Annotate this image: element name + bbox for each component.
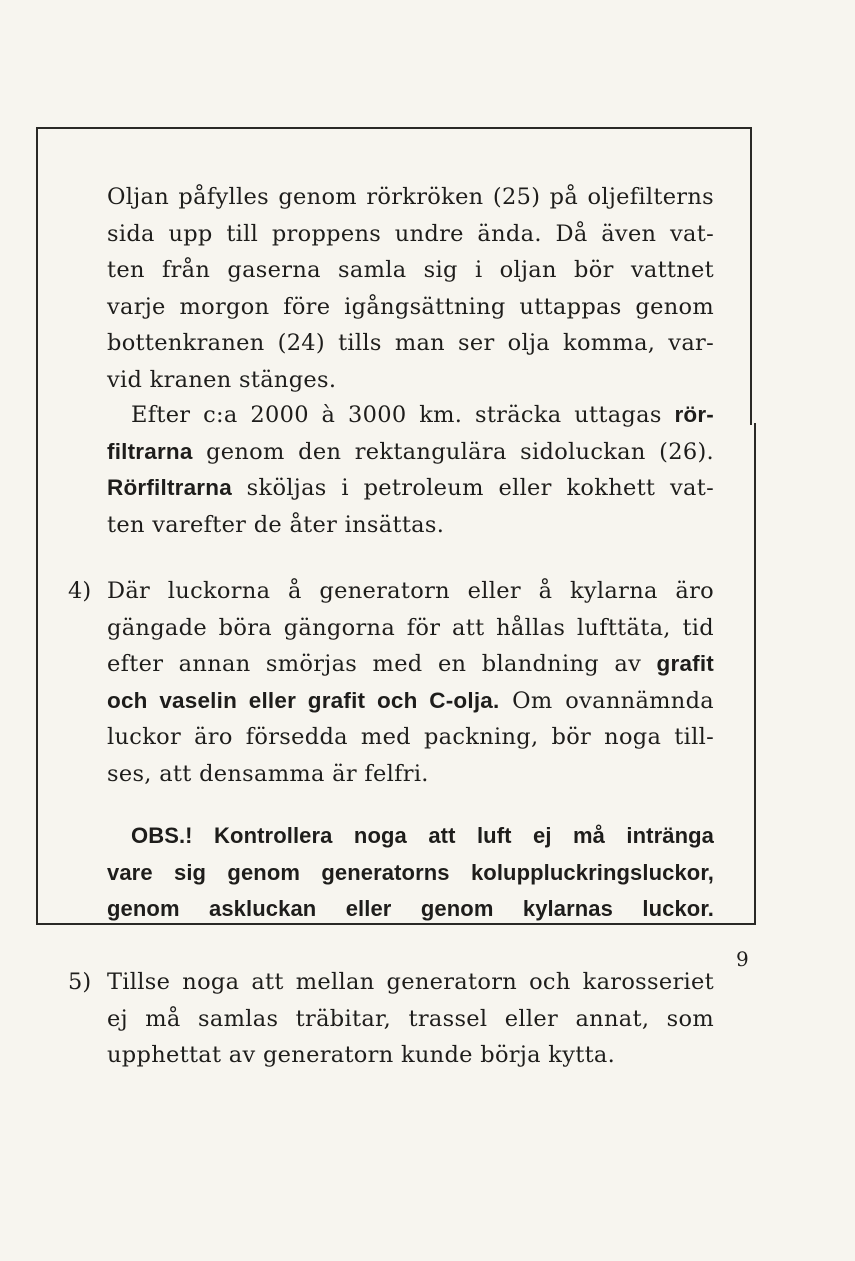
text-line: luckor äro försedda med packning, bör noga till- bbox=[107, 724, 714, 750]
bold-term: rör- bbox=[674, 402, 714, 427]
bold-term: grafit bbox=[656, 651, 714, 676]
text-line: varje morgon före igångsättning uttappas genom bbox=[107, 293, 714, 320]
bold-term: och vaselin eller grafit och C-olja. bbox=[107, 687, 500, 713]
text-line bbox=[107, 683, 714, 720]
text-line: ej må samlas träbitar, trassel eller annat, som bbox=[107, 1005, 714, 1032]
text-line: ses, att densamma är felfri. bbox=[107, 760, 429, 787]
text-line: gängade böra gängorna för att hållas lufttäta, tid bbox=[107, 614, 714, 641]
text-line: ten varefter de åter insättas. bbox=[107, 511, 445, 538]
text-line: Oljan påfylles genom rörkröken (25) på oljefilterns bbox=[107, 184, 714, 210]
text-line: sida upp till proppens undre ända. Då även vat- bbox=[107, 220, 714, 247]
paragraph-item-5 bbox=[107, 964, 714, 1074]
text-run: Om ovannämnda bbox=[499, 687, 715, 714]
text-line bbox=[107, 397, 714, 434]
text-line: bottenkranen (24) tills man ser olja komma, var- bbox=[107, 330, 714, 356]
text-line bbox=[107, 646, 714, 683]
bold-term: filtrarna bbox=[107, 438, 193, 464]
paragraph-oil-filling bbox=[107, 179, 714, 398]
text-line: upphettat av generatorn kunde börja kytta. bbox=[107, 1042, 616, 1068]
item-number: 5) bbox=[68, 969, 92, 995]
paragraph-item-4 bbox=[107, 573, 714, 792]
text-run: genom den rektangulära sidoluckan (26). bbox=[192, 438, 714, 465]
page-number: 9 bbox=[736, 947, 749, 971]
text-line: Där luckorna å generatorn eller å kylarna äro bbox=[107, 578, 714, 604]
text-line: vare sig genom generatorns koluppluckringsluckor, bbox=[107, 859, 714, 885]
text-run: sköljas i petroleum eller kokhett vat- bbox=[231, 475, 714, 501]
item-number: 4) bbox=[68, 578, 92, 604]
text-line: vid kranen stänges. bbox=[107, 366, 337, 393]
text-run: efter annan smörjas med en blandning av bbox=[107, 651, 657, 677]
text-line: genom askluckan eller genom kylarnas luckor. bbox=[107, 896, 714, 921]
text-line: Tillse noga att mellan generatorn och karosseriet bbox=[107, 969, 714, 995]
text-line bbox=[107, 470, 714, 507]
text-line bbox=[107, 434, 714, 471]
text-line: OBS.! Kontrollera noga att luft ej må intränga bbox=[131, 823, 714, 848]
paragraph-pipe-filters bbox=[107, 397, 714, 543]
text-line: ten från gaserna samla sig i oljan bör vattnet bbox=[107, 257, 714, 283]
bold-term: Rörfiltrarna bbox=[107, 475, 232, 500]
text-run: Efter c:a 2000 à 3000 km. sträcka uttagas bbox=[131, 402, 675, 428]
obs-warning bbox=[107, 818, 714, 928]
